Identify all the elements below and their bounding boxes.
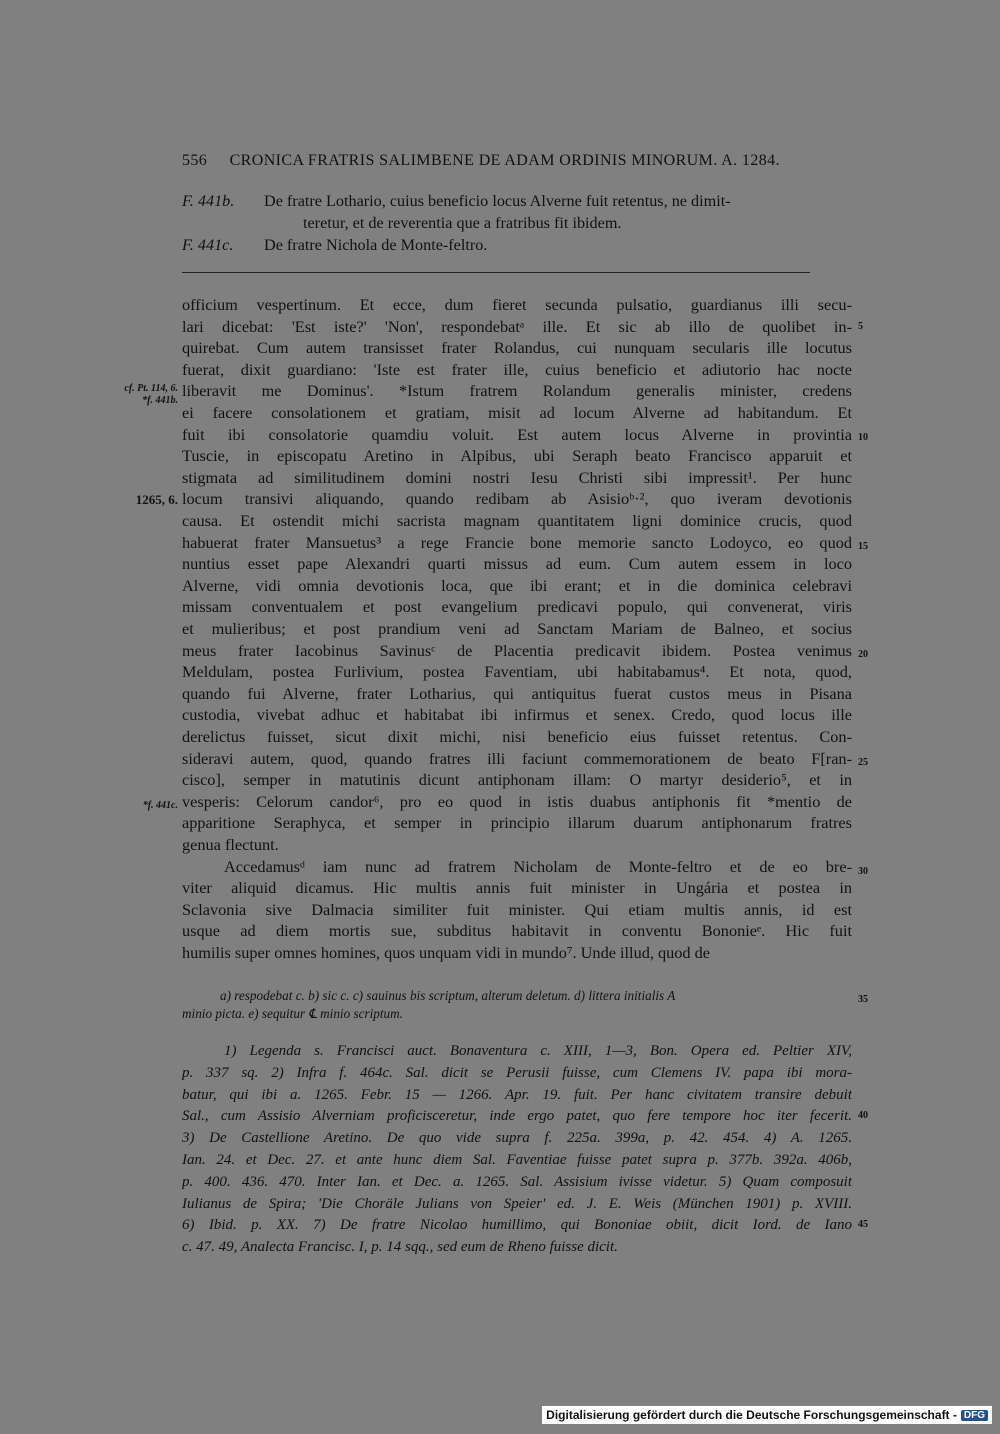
body-line: cisco], semper in matutinis dicunt antiphonam illam: O martyr desiderio⁵, et in [182, 770, 852, 790]
line-number: 45 [858, 1219, 868, 1230]
body-line: quirebat. Cum autem transisset frater Rolandus, cui nunquam secularis ille locutus [182, 338, 852, 358]
footnote-line: Ian. 24. et Dec. 27. et ante hunc diem Sal. Faventiae fuisse patet supra p. 377b. 392a. 406b, [182, 1152, 852, 1168]
body-line: custodia, vivebat adhuc et habitabat ibi infirmus et senex. Credo, quod locus ille [182, 705, 852, 725]
footnote-line: p. 400. 436. 470. Inter Ian. et Dec. a. 1265. Sal. Assisium ivisse videtur. 5) Quam composuit [182, 1173, 852, 1190]
toc-ref: F. 441b. [182, 192, 235, 210]
body-line: meus frater Iacobinus Savinusᶜ de Placentia predicavit ibidem. Postea venimus [182, 640, 852, 660]
body-line: Alverne, vidi omnia devotionis loca, que ibi erant; et in die dominica celebravi [182, 575, 852, 595]
body-line: stigmata ad similitudinem domini nostri Iesu Christi sibi impressit¹. Per hunc [182, 467, 852, 487]
footnote-line: 6) Ibid. p. XX. 7) De fratre Nicolao humillimo, qui Bononiae obiit, dicit Iord. de Iano [182, 1217, 852, 1234]
body-line: Accedamusᵈ iam nunc ad fratrem Nicholam de Monte-feltro et de eo bre- [224, 856, 852, 876]
body-line: apparitione Seraphyca, et semper in principio illarum duarum antiphonarum fratres [182, 813, 852, 833]
line-number: 5 [858, 321, 863, 332]
body-line: usque ad diem mortis sue, subditus habitavit in conventu Bononieᵉ. Hic fuit [182, 921, 852, 941]
page-number: 556 [182, 152, 208, 169]
footnote-line: Sal., cum Assisio Alverniam proficisceretur, inde ergo patet, quo fere tempore hoc iter fecerit. [182, 1108, 852, 1125]
margin-note: *f. 441b. [142, 395, 178, 406]
body-line: causa. Et ostendit michi sacrista magnam quantitatem ligni dominice crucis, quod [182, 511, 852, 530]
toc-text: De fratre Nichola de Monte-feltro. [264, 236, 488, 254]
body-line: habuerat frater Mansuetus³ a rege Francie bone memorie sancto Lodoyco, eo quod [182, 532, 852, 552]
toc-entry [182, 192, 731, 211]
body-line: locum transivi aliquando, quando redibam ab Asisioᵇ·², quo iveram devotionis [182, 489, 852, 509]
body-line: liberavit me Dominus'. *Istum fratrem Rolandum generalis minister, credens [182, 381, 852, 401]
line-number: 30 [858, 866, 868, 877]
margin-note: 1265, 6. [135, 492, 178, 507]
body-line: derelictus fuisset, sicut dixit michi, nisi beneficio eius fuisset retentus. Con- [182, 727, 852, 746]
toc-ref: F. 441c. [182, 236, 234, 254]
apparatus-line: minio picta. e) sequitur ℄ minio scriptum. [182, 1006, 403, 1021]
line-number: 20 [858, 649, 868, 660]
body-line: viter aliquid dicamus. Hic multis annis fuit minister in Ungária et postea in [182, 878, 852, 898]
footnote-line: p. 337 sq. 2) Infra f. 464c. Sal. dicit se Perusii fuisse, cum Clemens IV. papa ibi mora- [182, 1064, 852, 1081]
dfg-logo: DFG [961, 1410, 988, 1421]
footnote-line: batur, qui ibi a. 1265. Febr. 15 — 1266. Apr. 19. fuit. Per hanc civitatem transire debuit [182, 1086, 852, 1103]
line-number: 40 [858, 1110, 868, 1121]
line-number: 25 [858, 757, 868, 768]
section-divider [182, 272, 810, 273]
body-line: quando fui Alverne, frater Lotharius, qui antiquitus fuerat custos meus in Pisana [182, 683, 852, 703]
body-line: missam conventualem et post evangelium predicavi populo, qui convenerat, viris [182, 597, 852, 617]
apparatus-line: a) respodebat c. b) sic c. c) sauinus bis scriptum, alterum deletum. d) littera initialis A [220, 988, 676, 1003]
body-line: Tuscie, in episcopatu Aretino in Alpibus, ubi Seraph beato Francisco apparuit et [182, 446, 852, 466]
body-line: vesperis: Celorum candor⁶, pro eo quod in istis duabus antiphonis fit *mentio de [182, 791, 852, 811]
credit-text: Digitalisierung gefördert durch die Deutsche Forschungsgemeinschaft - [546, 1408, 957, 1422]
body-line: Meldulam, postea Furlivium, postea Faventiam, ubi habitabamus⁴. Et nota, quod, [182, 662, 852, 682]
body-line: fuit ibi consolatorie quamdiu voluit. Est autem locus Alverne in provintia [182, 424, 852, 444]
body-line: nuntius esset pape Alexandri quarti missus ad eum. Cum autem essem in loco [182, 554, 852, 574]
line-number: 10 [858, 432, 868, 443]
footnote-line: c. 47. 49, Analecta Francisc. I, p. 14 sqq., sed eum de Rheno fuisse dicit. [182, 1239, 618, 1256]
body-line: et mulieribus; et post prandium veni ad Sanctam Mariam de Balneo, et socius [182, 619, 852, 638]
toc-entry [182, 236, 487, 255]
digitization-credit [542, 1406, 992, 1424]
line-number: 15 [858, 541, 868, 552]
footnote-line: 1) Legenda s. Francisci auct. Bonaventura c. XIII, 1—3, Bon. Opera ed. Peltier XIV, [224, 1043, 852, 1059]
toc-text: teretur, et de reverentia que a fratribus fit ibidem. [303, 214, 622, 232]
body-line: lari dicebat: 'Est iste?' 'Non', respondebatᵃ ille. Et sic ab illo de quolibet in- [182, 316, 852, 336]
body-line: fuerat, dixit guardiano: 'Iste est frater ille, cuius beneficio et adiutorio hac nocte [182, 359, 852, 379]
body-line: officium vespertinum. Et ecce, dum fieret secunda pulsatio, guardianus illi secu- [182, 295, 852, 314]
body-line: Sclavonia sive Dalmacia similiter fuit minister. Qui etiam multis annis, id est [182, 899, 852, 919]
toc-text: De fratre Lothario, cuius beneficio locus Alverne fuit retentus, ne dimit- [264, 192, 731, 210]
body-line: sideravi autem, quod, quando fratres illi faciunt commemorationem de beato F[ran- [182, 748, 852, 768]
running-header [182, 152, 780, 170]
body-line: genua flectunt. [182, 835, 279, 854]
body-line: humilis super omnes homines, quos unquam vidi in mundo⁷. Unde illud, quod de [182, 943, 711, 962]
running-title: CRONICA FRATRIS SALIMBENE DE ADAM ORDINIS MINORUM. A. 1284. [229, 152, 780, 169]
footnote-line: 3) De Castellione Aretino. De quo vide supra f. 225a. 399a, p. 42. 454. 4) A. 1265. [182, 1130, 852, 1147]
line-number: 35 [858, 994, 868, 1005]
body-line: ei facere consolationem et gratiam, misit ad locum Alverne ad habitandum. Et [182, 403, 852, 422]
margin-note: *f. 441c. [142, 800, 178, 811]
toc-entry-continued [303, 214, 621, 233]
footnote-line: Iulianus de Spira; 'Die Choräle Julians von Speier' ed. J. E. Weis (München 1901) p. XVIII. [182, 1195, 852, 1212]
margin-note: cf. Pt. 114, 6. [124, 383, 178, 394]
